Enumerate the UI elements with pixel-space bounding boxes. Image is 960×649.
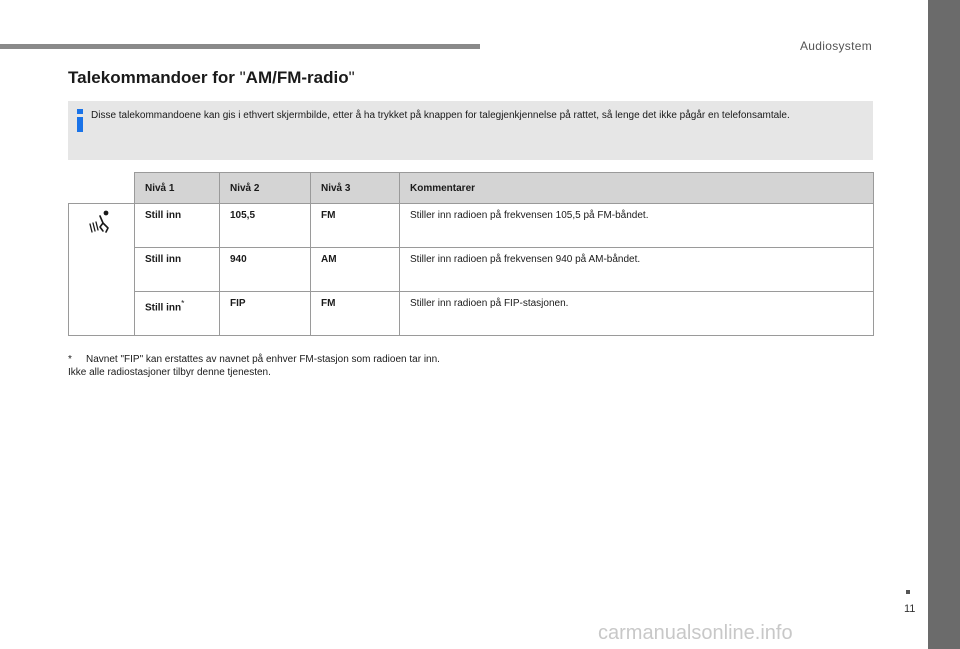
level2-cell: 105,5	[220, 204, 311, 248]
page-edge-strip	[928, 0, 960, 649]
voice-command-icon	[89, 210, 115, 236]
table-row	[69, 204, 874, 248]
table-row	[69, 292, 874, 336]
level1-cell: Still inn	[135, 204, 220, 248]
title-prefix: Talekommandoer for	[68, 68, 240, 87]
level1-cell	[135, 292, 220, 336]
footnote-mark: *	[181, 298, 185, 308]
comment-cell: Stiller inn radioen på frekvensen 105,5 på FM-båndet.	[400, 204, 874, 248]
table-row	[69, 248, 874, 292]
info-box	[68, 101, 873, 160]
footnote	[68, 353, 440, 379]
voice-commands-table	[68, 172, 874, 336]
title-open-quote: "	[239, 68, 246, 87]
footnote-text: Navnet "FIP" kan erstattes av navnet på enhver FM-stasjon som radioen tar inn.	[86, 354, 440, 365]
watermark: carmanualsonline.info	[598, 622, 793, 644]
level1-text: Still inn	[145, 302, 182, 314]
info-icon	[77, 109, 83, 132]
level3-cell: FM	[311, 292, 400, 336]
page-title	[68, 68, 355, 88]
icon-cell	[69, 204, 135, 336]
level2-cell: FIP	[220, 292, 311, 336]
comment-cell: Stiller inn radioen på FIP-stasjonen.	[400, 292, 874, 336]
table-header-row	[69, 173, 874, 204]
title-close-quote: "	[348, 68, 355, 87]
info-text: Disse talekommandoene kan gis i ethvert skjermbilde, etter å ha trykket på knappen for talegjenkjennelse på rattet, så lenge det ikke pågår en telefonsamtale.	[91, 110, 790, 121]
page-number: 11	[904, 603, 916, 615]
title-name: AM/FM-radio	[245, 68, 349, 87]
level3-cell: AM	[311, 248, 400, 292]
comment-cell: Stiller inn radioen på frekvensen 940 på AM-båndet.	[400, 248, 874, 292]
column-header: Nivå 2	[220, 173, 311, 204]
column-header: Nivå 1	[135, 173, 220, 204]
header-rule	[0, 44, 480, 49]
footnote-star: *	[68, 354, 72, 365]
footnote-line	[68, 353, 440, 366]
level3-cell: FM	[311, 204, 400, 248]
column-header: Kommentarer	[400, 173, 874, 204]
table-corner	[69, 173, 135, 204]
page-marker	[906, 590, 910, 594]
level1-cell: Still inn	[135, 248, 220, 292]
footnote-line: Ikke alle radiostasjoner tilbyr denne tjenesten.	[68, 367, 271, 378]
column-header: Nivå 3	[311, 173, 400, 204]
level2-cell: 940	[220, 248, 311, 292]
section-title: Audiosystem	[800, 39, 872, 53]
